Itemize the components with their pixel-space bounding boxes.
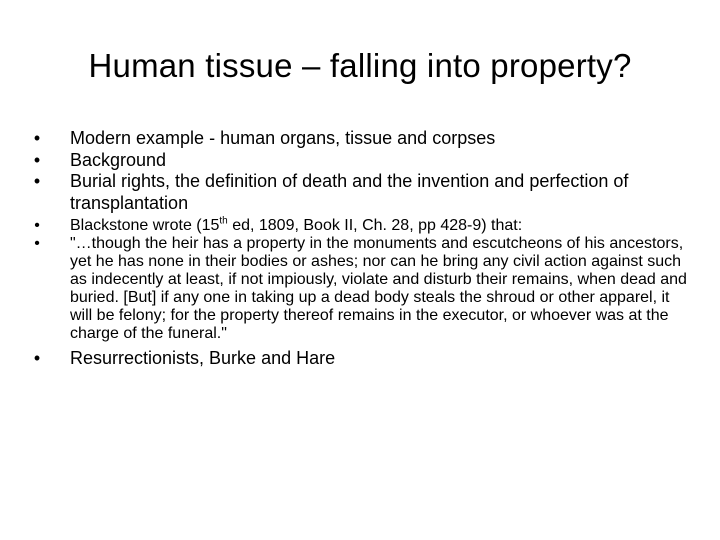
bullet-text: "…though the heir has a property in the monuments and escutcheons of his ancestors, yet he has none in their bodies or ashes; nor can he bring any civil action against such as indecently at least, if not impiously, violate and disturb their remains, when dead and buried. [But] if any one in taking up a dead body steals the shroud or other apparel, it will be felony; for the property thereof remains in the executor, or whoever was at the charge of the funeral.": [70, 235, 687, 342]
slide-title: Human tissue – falling into property?: [88, 47, 632, 84]
bullet-marker: •: [33, 128, 41, 148]
bullet-text: Modern example - human organs, tissue and corpses: [70, 128, 496, 148]
bullet-item-burial-rights: [30, 171, 690, 214]
bullet-marker: •: [33, 149, 41, 170]
bullet-text-before-sup: Blackstone wrote (15: [70, 217, 220, 234]
bullet-marker: •: [33, 348, 41, 368]
bullet-item-background: [30, 150, 690, 172]
bullet-marker: •: [33, 171, 41, 191]
bullet-list: [30, 128, 690, 370]
ordinal-superscript: th: [219, 215, 228, 227]
bullet-text-after-sup: ed, 1809, Book II, Ch. 28, pp 428-9) that:: [227, 217, 523, 234]
bullet-text: Burial rights, the definition of death and the invention and perfection of transplantation: [70, 171, 629, 213]
bullet-item-blackstone-quote: [30, 235, 690, 343]
bullet-item-blackstone: [30, 217, 690, 235]
bullet-text: Background: [70, 149, 167, 170]
bullet-item-resurrectionists: [30, 348, 690, 370]
bullet-text: Resurrectionists, Burke and Hare: [70, 348, 336, 368]
bullet-marker: •: [34, 235, 40, 252]
bullet-item-modern-example: [30, 128, 690, 150]
bullet-marker: •: [34, 217, 40, 234]
